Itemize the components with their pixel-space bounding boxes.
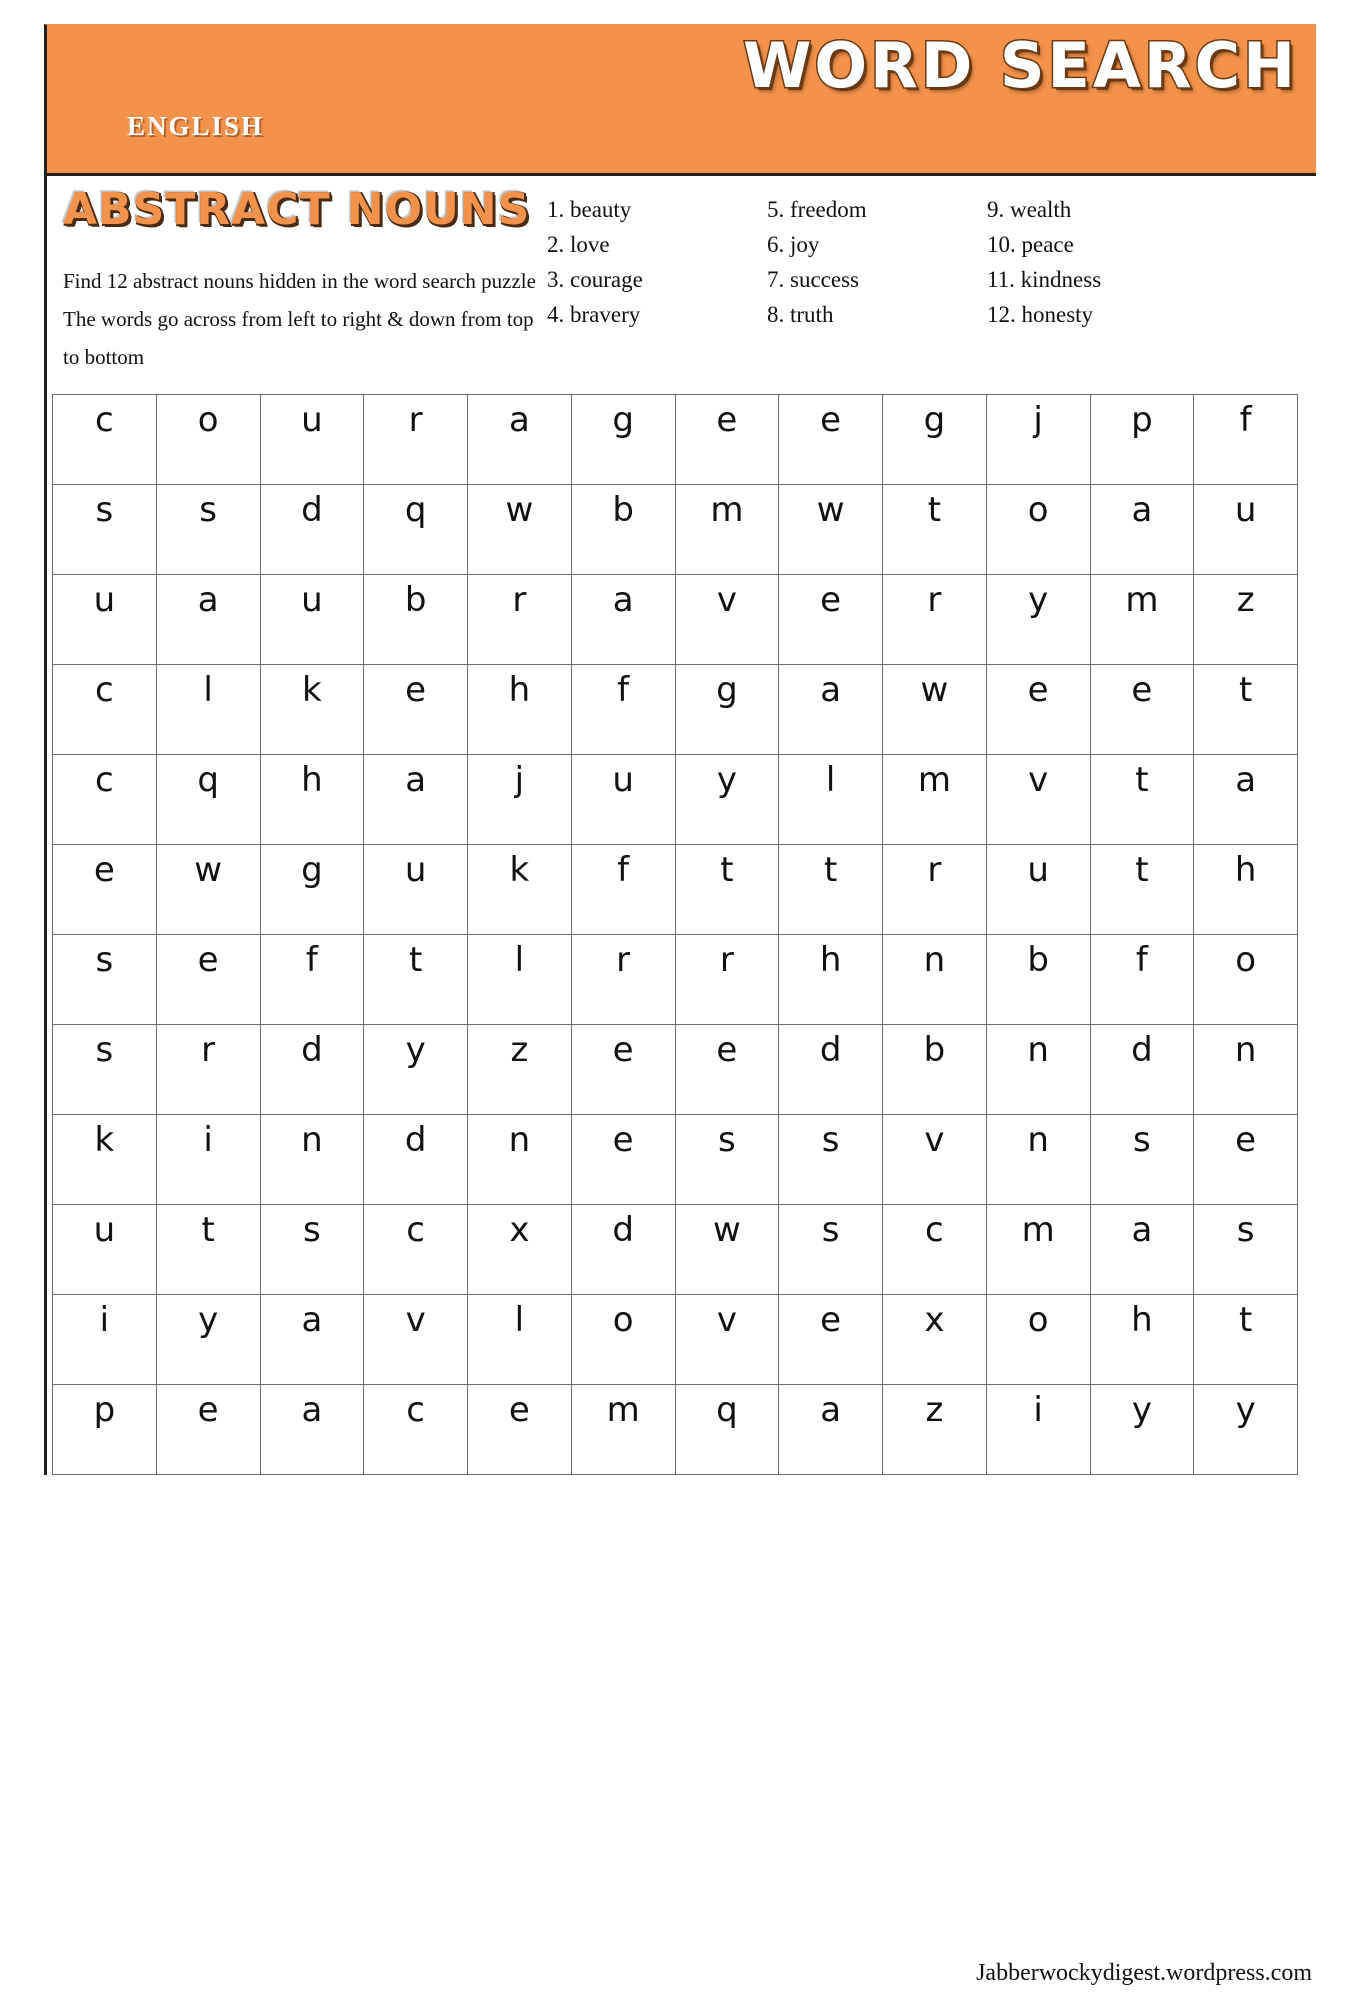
word-list-item [767, 192, 987, 227]
puzzle-cell[interactable]: n [468, 1115, 572, 1205]
puzzle-cell[interactable]: d [779, 1025, 883, 1115]
word-number: 6. [767, 232, 785, 257]
puzzle-cell[interactable]: s [260, 1205, 364, 1295]
footer-credit: Jabberwockydigest.wordpress.com [976, 1960, 1312, 1986]
puzzle-cell[interactable]: e [986, 665, 1090, 755]
puzzle-cell[interactable]: g [883, 395, 987, 485]
instructions-line-2: The words go across from left to right & down from top [63, 307, 534, 331]
puzzle-cell[interactable]: r [571, 935, 675, 1025]
puzzle-cell[interactable]: e [571, 1025, 675, 1115]
puzzle-cell[interactable]: d [260, 485, 364, 575]
subject-label: ENGLISH [127, 111, 265, 141]
puzzle-cell[interactable]: a [260, 1385, 364, 1475]
puzzle-cell[interactable]: o [986, 485, 1090, 575]
puzzle-cell[interactable]: b [571, 485, 675, 575]
puzzle-cell[interactable]: t [364, 935, 468, 1025]
puzzle-row [53, 1025, 1298, 1115]
puzzle-cell[interactable]: v [675, 1295, 779, 1385]
word-label: peace [1021, 232, 1074, 257]
word-list-item [547, 262, 767, 297]
word-list-item [547, 227, 767, 262]
puzzle-cell[interactable]: w [883, 665, 987, 755]
puzzle-cell[interactable]: r [675, 935, 779, 1025]
puzzle-cell[interactable]: t [883, 485, 987, 575]
puzzle-cell[interactable]: a [364, 755, 468, 845]
word-number: 5. [767, 197, 785, 222]
page-title: WORD SEARCH [742, 29, 1298, 102]
word-label: truth [790, 302, 834, 327]
puzzle-cell[interactable]: m [1090, 575, 1194, 665]
instructions-line-3: to bottom [63, 345, 145, 369]
puzzle-cell[interactable]: s [1194, 1205, 1298, 1295]
word-list-item [547, 192, 767, 227]
worksheet-sheet [44, 24, 1316, 1475]
puzzle-cell[interactable]: g [571, 395, 675, 485]
word-list [547, 192, 1267, 332]
puzzle-cell[interactable]: l [468, 1295, 572, 1385]
puzzle-cell[interactable]: g [675, 665, 779, 755]
puzzle-cell[interactable]: d [364, 1115, 468, 1205]
puzzle-row [53, 1205, 1298, 1295]
puzzle-cell[interactable]: r [364, 395, 468, 485]
puzzle-cell[interactable]: a [1090, 1205, 1194, 1295]
puzzle-grid[interactable] [52, 394, 1298, 1475]
word-list-column-2 [767, 192, 987, 332]
puzzle-cell[interactable]: a [779, 1385, 883, 1475]
word-number: 9. [987, 197, 1005, 222]
puzzle-cell[interactable]: q [156, 755, 260, 845]
puzzle-cell[interactable]: k [260, 665, 364, 755]
puzzle-cell[interactable]: w [779, 485, 883, 575]
puzzle-cell[interactable]: d [260, 1025, 364, 1115]
puzzle-cell[interactable]: v [883, 1115, 987, 1205]
puzzle-cell[interactable]: e [675, 395, 779, 485]
puzzle-cell[interactable]: v [675, 575, 779, 665]
puzzle-cell[interactable]: e [779, 395, 883, 485]
topic-heading: ABSTRACT NOUNS [63, 184, 531, 235]
puzzle-cell[interactable]: r [883, 845, 987, 935]
word-number: 11. [987, 267, 1015, 292]
word-list-item [547, 297, 767, 332]
word-list-item [987, 192, 1207, 227]
puzzle-cell[interactable]: o [986, 1295, 1090, 1385]
word-number: 3. [547, 267, 565, 292]
puzzle-cell[interactable]: m [571, 1385, 675, 1475]
word-label: love [570, 232, 610, 257]
puzzle-cell[interactable]: c [883, 1205, 987, 1295]
word-number: 2. [547, 232, 565, 257]
puzzle-cell[interactable]: n [1194, 1025, 1298, 1115]
puzzle-cell[interactable]: k [53, 1115, 157, 1205]
puzzle-row [53, 1385, 1298, 1475]
puzzle-cell[interactable]: t [1194, 665, 1298, 755]
puzzle-cell[interactable]: s [779, 1205, 883, 1295]
word-label: joy [790, 232, 820, 257]
word-list-item [767, 262, 987, 297]
word-label: honesty [1021, 302, 1094, 327]
puzzle-cell[interactable]: i [986, 1385, 1090, 1475]
puzzle-cell[interactable]: n [260, 1115, 364, 1205]
puzzle-cell[interactable]: h [1090, 1295, 1194, 1385]
puzzle-row [53, 935, 1298, 1025]
puzzle-cell[interactable]: r [468, 575, 572, 665]
puzzle-cell[interactable]: x [883, 1295, 987, 1385]
puzzle-cell[interactable]: u [571, 755, 675, 845]
puzzle-cell[interactable]: o [156, 395, 260, 485]
word-label: success [790, 267, 859, 292]
puzzle-cell[interactable]: i [53, 1295, 157, 1385]
header-band [44, 24, 1316, 176]
puzzle-cell[interactable]: s [156, 485, 260, 575]
puzzle-cell[interactable]: a [1090, 485, 1194, 575]
puzzle-cell[interactable]: c [53, 755, 157, 845]
puzzle-cell[interactable]: n [986, 1115, 1090, 1205]
puzzle-cell[interactable]: a [468, 395, 572, 485]
puzzle-cell[interactable]: e [156, 935, 260, 1025]
puzzle-cell[interactable]: c [53, 395, 157, 485]
puzzle-row [53, 395, 1298, 485]
puzzle-row [53, 665, 1298, 755]
intro-section [44, 176, 1316, 394]
puzzle-cell[interactable]: l [779, 755, 883, 845]
puzzle-cell[interactable]: h [779, 935, 883, 1025]
puzzle-cell[interactable]: f [571, 665, 675, 755]
word-label: beauty [570, 197, 632, 222]
puzzle-cell[interactable]: y [364, 1025, 468, 1115]
puzzle-cell[interactable]: a [1194, 755, 1298, 845]
puzzle-row [53, 755, 1298, 845]
puzzle-cell[interactable]: c [53, 665, 157, 755]
puzzle-cell[interactable]: m [675, 485, 779, 575]
puzzle-cell[interactable]: e [53, 845, 157, 935]
instructions-line-1: Find 12 abstract nouns hidden in the word search puzzle [63, 269, 536, 293]
puzzle-cell[interactable]: o [1194, 935, 1298, 1025]
puzzle-cell[interactable]: z [468, 1025, 572, 1115]
word-number: 8. [767, 302, 785, 327]
puzzle-cell[interactable]: b [364, 575, 468, 665]
puzzle-cell[interactable]: e [571, 1115, 675, 1205]
puzzle-cell[interactable]: k [468, 845, 572, 935]
puzzle-cell[interactable]: j [986, 395, 1090, 485]
puzzle-cell[interactable]: j [468, 755, 572, 845]
puzzle-cell[interactable]: r [883, 575, 987, 665]
puzzle-cell[interactable]: r [156, 1025, 260, 1115]
puzzle-cell[interactable]: a [571, 575, 675, 665]
puzzle-cell[interactable]: w [675, 1205, 779, 1295]
puzzle-cell[interactable]: t [779, 845, 883, 935]
puzzle-cell[interactable]: x [468, 1205, 572, 1295]
puzzle-cell[interactable]: e [468, 1385, 572, 1475]
puzzle-cell[interactable]: y [1194, 1385, 1298, 1475]
puzzle-cell[interactable]: c [364, 1205, 468, 1295]
puzzle-cell[interactable]: t [1194, 1295, 1298, 1385]
puzzle-cell[interactable]: h [260, 755, 364, 845]
puzzle-cell[interactable]: n [986, 1025, 1090, 1115]
word-number: 1. [547, 197, 565, 222]
puzzle-cell[interactable]: z [883, 1385, 987, 1475]
puzzle-cell[interactable]: w [156, 845, 260, 935]
puzzle-row [53, 1115, 1298, 1205]
puzzle-cell[interactable]: v [986, 755, 1090, 845]
puzzle-cell[interactable]: u [260, 395, 364, 485]
puzzle-cell[interactable]: y [675, 755, 779, 845]
puzzle-cell[interactable]: e [364, 665, 468, 755]
puzzle-cell[interactable]: u [986, 845, 1090, 935]
word-label: courage [570, 267, 643, 292]
puzzle-cell[interactable]: a [260, 1295, 364, 1385]
puzzle-cell[interactable]: l [468, 935, 572, 1025]
puzzle-cell[interactable]: b [883, 1025, 987, 1115]
puzzle-cell[interactable]: c [364, 1385, 468, 1475]
puzzle-cell[interactable]: s [1090, 1115, 1194, 1205]
puzzle-cell[interactable]: t [1090, 755, 1194, 845]
puzzle-cell[interactable]: a [156, 575, 260, 665]
word-list-column-1 [547, 192, 767, 332]
puzzle-cell[interactable]: u [260, 575, 364, 665]
puzzle-cell[interactable]: i [156, 1115, 260, 1205]
puzzle-cell[interactable]: n [883, 935, 987, 1025]
puzzle-cell[interactable]: h [468, 665, 572, 755]
puzzle-cell[interactable]: e [156, 1385, 260, 1475]
puzzle-cell[interactable]: s [53, 485, 157, 575]
puzzle-row [53, 845, 1298, 935]
word-list-item [987, 227, 1207, 262]
puzzle-cell[interactable]: h [1194, 845, 1298, 935]
puzzle-cell[interactable]: u [1194, 485, 1298, 575]
word-list-column-3 [987, 192, 1207, 332]
puzzle-cell[interactable]: g [260, 845, 364, 935]
puzzle-cell[interactable]: e [1090, 665, 1194, 755]
word-list-item [987, 262, 1207, 297]
puzzle-cell[interactable]: s [53, 1025, 157, 1115]
puzzle-cell[interactable]: y [156, 1295, 260, 1385]
puzzle-cell[interactable]: y [986, 575, 1090, 665]
puzzle-cell[interactable]: e [675, 1025, 779, 1115]
puzzle-cell[interactable]: p [1090, 395, 1194, 485]
puzzle-cell[interactable]: u [53, 575, 157, 665]
word-label: freedom [790, 197, 867, 222]
puzzle-row [53, 485, 1298, 575]
word-label: wealth [1010, 197, 1072, 222]
puzzle-cell[interactable]: s [675, 1115, 779, 1205]
puzzle-cell[interactable]: d [571, 1205, 675, 1295]
puzzle-cell[interactable]: e [779, 575, 883, 665]
puzzle-cell[interactable]: u [364, 845, 468, 935]
puzzle-cell[interactable]: f [1090, 935, 1194, 1025]
puzzle-cell[interactable]: d [1090, 1025, 1194, 1115]
word-list-item [987, 297, 1207, 332]
puzzle-cell[interactable]: u [53, 1205, 157, 1295]
puzzle-cell[interactable]: q [675, 1385, 779, 1475]
puzzle-cell[interactable]: v [364, 1295, 468, 1385]
puzzle-cell[interactable]: e [779, 1295, 883, 1385]
puzzle-cell[interactable]: s [53, 935, 157, 1025]
puzzle-cell[interactable]: y [1090, 1385, 1194, 1475]
instructions-block [63, 262, 543, 376]
puzzle-cell[interactable]: o [571, 1295, 675, 1385]
puzzle-cell[interactable]: t [1090, 845, 1194, 935]
puzzle-cell[interactable]: f [260, 935, 364, 1025]
puzzle-cell[interactable]: s [779, 1115, 883, 1205]
puzzle-cell[interactable]: b [986, 935, 1090, 1025]
puzzle-cell[interactable]: q [364, 485, 468, 575]
puzzle-row [53, 575, 1298, 665]
puzzle-row [53, 1295, 1298, 1385]
puzzle-cell[interactable]: m [883, 755, 987, 845]
word-number: 10. [987, 232, 1016, 257]
puzzle-cell[interactable]: e [1194, 1115, 1298, 1205]
puzzle-cell[interactable]: a [779, 665, 883, 755]
puzzle-cell[interactable]: m [986, 1205, 1090, 1295]
puzzle-cell[interactable]: f [571, 845, 675, 935]
puzzle-cell[interactable]: t [156, 1205, 260, 1295]
word-number: 7. [767, 267, 785, 292]
puzzle-cell[interactable]: l [156, 665, 260, 755]
word-list-item [767, 297, 987, 332]
puzzle-cell[interactable]: w [468, 485, 572, 575]
puzzle-cell[interactable]: t [675, 845, 779, 935]
puzzle-grid-wrapper [44, 394, 1316, 1475]
word-label: bravery [570, 302, 641, 327]
word-number: 12. [987, 302, 1016, 327]
word-list-item [767, 227, 987, 262]
word-number: 4. [547, 302, 565, 327]
puzzle-cell[interactable]: p [53, 1385, 157, 1475]
puzzle-cell[interactable]: z [1194, 575, 1298, 665]
word-label: kindness [1020, 267, 1102, 292]
puzzle-cell[interactable]: f [1194, 395, 1298, 485]
